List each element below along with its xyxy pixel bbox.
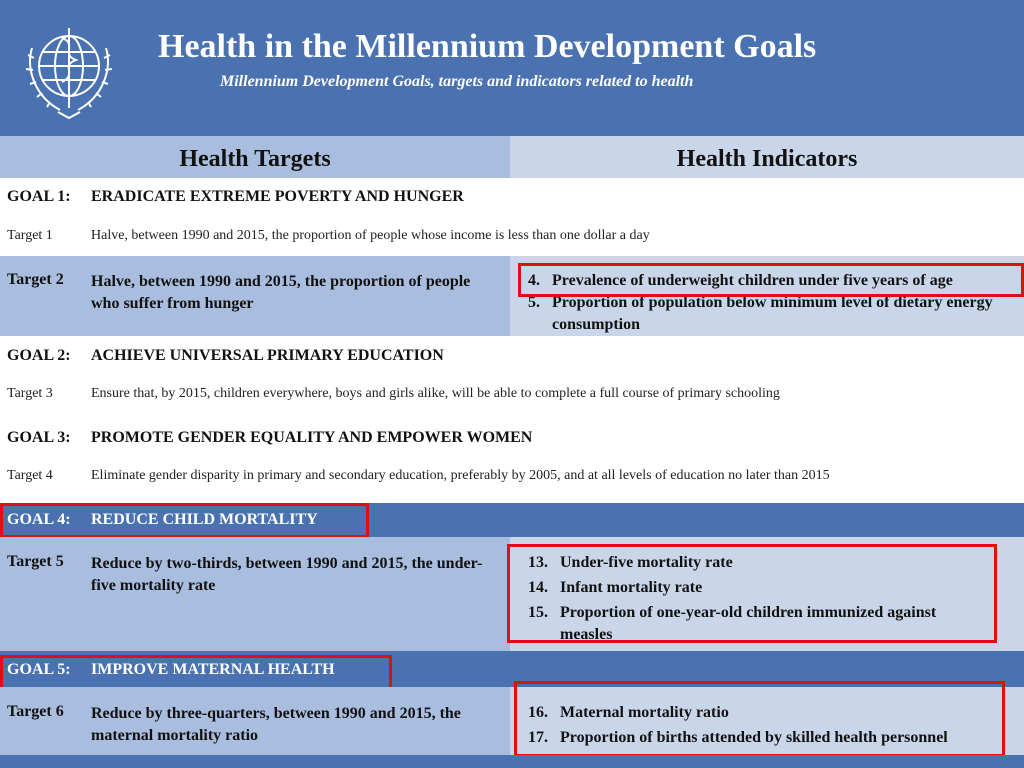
indicator-13: 13. Under-five mortality rate	[528, 554, 733, 571]
page-title: Health in the Millennium Development Goals	[158, 28, 817, 65]
target1-text: Halve, between 1990 and 2015, the proportion of people whose income is less than one dollar a day	[91, 228, 650, 243]
indicator-14: 14. Infant mortality rate	[528, 579, 703, 596]
goal5-title: IMPROVE MATERNAL HEALTH	[91, 661, 335, 678]
highlight-target5-indicators	[507, 544, 997, 643]
highlight-indicator-4	[518, 263, 1024, 297]
target1-id: Target 1	[7, 228, 53, 243]
target2-id: Target 2	[7, 271, 64, 288]
goal4-title: REDUCE CHILD MORTALITY	[91, 511, 318, 528]
highlight-goal4	[0, 503, 369, 538]
goal3-title: PROMOTE GENDER EQUALITY AND EMPOWER WOMEN	[91, 429, 533, 446]
column-header-indicators: Health Indicators	[510, 136, 1024, 178]
goal5-id: GOAL 5:	[7, 661, 71, 678]
target6-text: Reduce by three-quarters, between 1990 and 2015, the maternal mortality ratio	[91, 705, 461, 744]
target4-id: Target 4	[7, 468, 53, 483]
indicator-16: 16. Maternal mortality ratio	[528, 704, 729, 721]
goal1-title: ERADICATE EXTREME POVERTY AND HUNGER	[91, 188, 464, 205]
highlight-target6-indicators	[514, 681, 1005, 757]
goal2-title: ACHIEVE UNIVERSAL PRIMARY EDUCATION	[91, 347, 444, 364]
header-banner	[0, 0, 1024, 136]
highlight-goal5	[0, 655, 392, 690]
target3-text: Ensure that, by 2015, children everywhere, boys and girls alike, will be able to complete a full course of primary schooling	[91, 386, 780, 401]
footer-bar	[0, 755, 1024, 768]
target3-id: Target 3	[7, 386, 53, 401]
goal4-id: GOAL 4:	[7, 511, 71, 528]
indicator-4: 4. Prevalence of underweight children under five years of age	[528, 272, 953, 289]
who-emblem-icon	[20, 18, 118, 122]
goal2-id: GOAL 2:	[7, 347, 71, 364]
indicator-17: 17. Proportion of births attended by skilled health personnel	[528, 729, 948, 746]
goal3-id: GOAL 3:	[7, 429, 71, 446]
target2-text: Halve, between 1990 and 2015, the proportion of people who suffer from hunger	[91, 273, 471, 312]
goal1-id: GOAL 1:	[7, 188, 71, 205]
target6-id: Target 6	[7, 703, 64, 720]
target4-text: Eliminate gender disparity in primary and secondary education, preferably by 2005, and at all levels of education no later than 2015	[91, 468, 830, 483]
target5-text: Reduce by two-thirds, between 1990 and 2015, the under-five mortality rate	[91, 555, 483, 594]
column-header-targets: Health Targets	[0, 136, 510, 178]
target5-id: Target 5	[7, 553, 64, 570]
indicator-15: 15. Proportion of one-year-old children immunized against measles	[528, 604, 937, 643]
indicator-5: 5. Proportion of population below minimum level of dietary energy consumption	[528, 294, 993, 333]
page-subtitle: Millennium Development Goals, targets and indicators related to health	[220, 73, 694, 90]
